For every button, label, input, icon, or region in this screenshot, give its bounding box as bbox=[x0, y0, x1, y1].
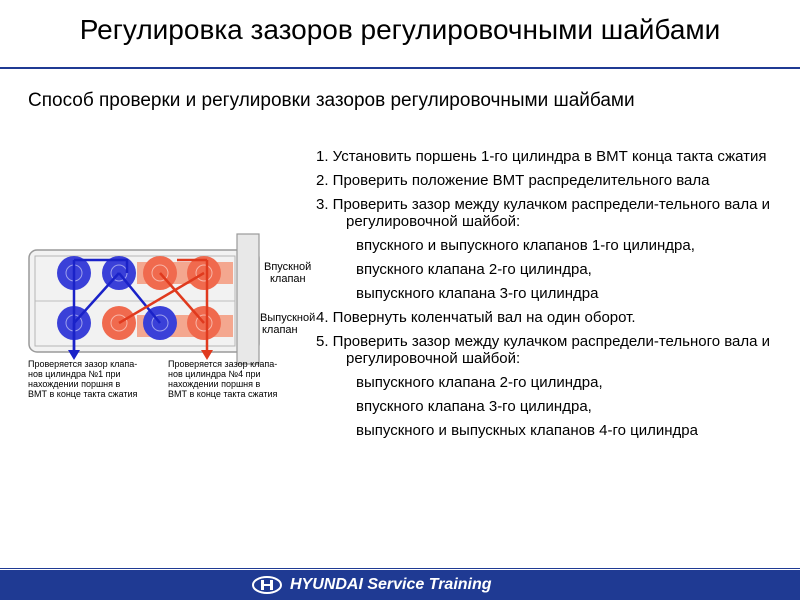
step-3: 3. Проверить зазор между кулачком распредели-тельного вала и регулировочной шайбой: bbox=[316, 196, 771, 230]
step-5-item: выпускного клапана 2-го цилиндра, bbox=[356, 374, 603, 391]
note-line: ВМТ в конце такта сжатия bbox=[168, 389, 278, 399]
step-4: 4. Повернуть коленчатый вал на один оборот. bbox=[316, 309, 636, 326]
step-5-item: выпускного и выпускных клапанов 4-го цилиндра bbox=[356, 422, 698, 439]
note-line: Проверяется зазор клапа- bbox=[168, 359, 278, 369]
note-cylinder-4 bbox=[168, 359, 277, 399]
hyundai-logo-icon bbox=[252, 576, 282, 594]
step-3-item: впускного и выпускного клапанов 1-го цилиндра, bbox=[356, 237, 695, 254]
step-3-item: выпускного клапана 3-го цилиндра bbox=[356, 285, 599, 302]
title-divider bbox=[0, 67, 800, 69]
step-5-item: впускного клапана 3-го цилиндра, bbox=[356, 398, 592, 415]
note-line: нов цилиндра №4 при bbox=[168, 369, 261, 379]
step-2: 2. Проверить положение ВМТ распределительного вала bbox=[316, 172, 710, 189]
note-line: нахождении поршня в bbox=[28, 379, 121, 389]
note-line: Проверяется зазор клапа- bbox=[28, 359, 138, 369]
note-line: ВМТ в конце такта сжатия bbox=[28, 389, 138, 399]
step-5: 5. Проверить зазор между кулачком распредели-тельного вала и регулировочной шайбой: bbox=[316, 333, 771, 367]
subtitle: Способ проверки и регулировки зазоров регулировочными шайбами bbox=[28, 90, 635, 111]
footer-brand bbox=[252, 573, 492, 597]
note-line: нахождении поршня в bbox=[168, 379, 261, 389]
intake-valve-label-line2: клапан bbox=[270, 273, 306, 285]
footer-divider bbox=[0, 568, 800, 569]
note-line: нов цилиндра №1 при bbox=[28, 369, 121, 379]
step-3-item: впускного клапана 2-го цилиндра, bbox=[356, 261, 592, 278]
exhaust-valve-label-line1: Выпускной bbox=[260, 312, 316, 324]
footer-brand-text: HYUNDAI Service Training bbox=[290, 576, 492, 593]
procedure-steps bbox=[316, 148, 786, 446]
intake-valve-label-line1: Впускной bbox=[264, 261, 312, 273]
page-title: Регулировка зазоров регулировочными шайбами bbox=[79, 14, 721, 45]
exhaust-valve-label-line2: клапан bbox=[262, 324, 298, 336]
step-1: 1. Установить поршень 1-го цилиндра в ВМТ конца такта сжатия bbox=[316, 148, 767, 165]
note-cylinder-1 bbox=[28, 359, 137, 399]
